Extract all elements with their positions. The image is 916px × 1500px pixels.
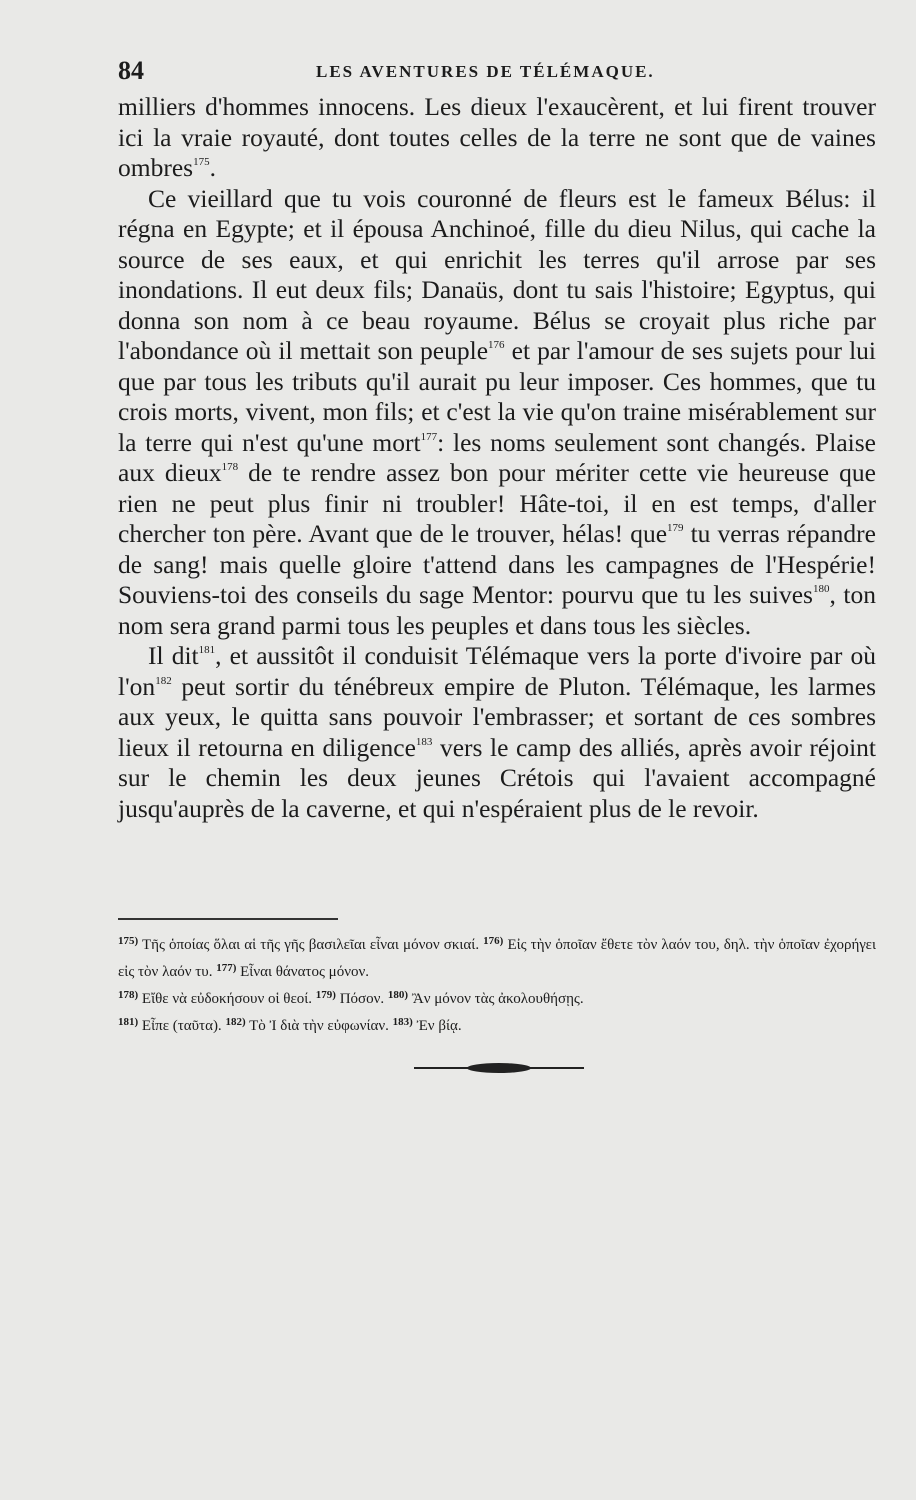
paragraph-1: milliers d'hommes innocens. Les dieux l'exaucèrent, et lui firent trouver ici la vraie royauté, dont toutes celles de la terre ne sont que de vaines ombres$^{175}$. [118,92,876,182]
footnote-text: Εἶναι θάνατος μόνον. [236,964,370,980]
footnotes [118,930,876,1038]
footnote-ref: 175 [193,156,210,168]
footnote-text: Τὸ Ἰ διὰ τὴν εὐφωνίαν. [245,1018,393,1034]
footnote-ref: 177 [420,430,438,443]
footnote-number: 177) [216,962,237,974]
footnote-line [118,930,876,984]
end-ornament [414,1060,584,1076]
footnote-line [118,984,876,1011]
paragraph-2: Ce vieillard que tu vois couronné de fleurs est le fameux Bélus: il régna en Egypte; et il épousa Anchinoé, fille du dieu Nilus, qui cache la source de ses eaux, et qui enrichit les terres qu'il arrose par ses inondations. Il eut deux fils; Danaüs, dont tu sais l'histoire; Egyptus, qui donna son nom à ce beau royaume. Bélus se croyait plus riche par l'abondance où il mettait son peuple$^{176}$ et par l'amour de ses sujets pour lui que par tous les tributs qu'il aurait pu leur imposer. Ces hommes, que tu crois morts, vivent, mon fils; et c'est la vie qu'on traine misérablement sur la terre qui n'est qu'une mort$^{177}$: les noms seulement sont changés. Plaise aux dieux$^{178}$ de te rendre assez bon pour mériter cette vie heureuse que rien ne peut plus finir ni troubler! Hâte-toi, il en est temps, d'aller chercher ton père. Avant que de le trouver, hélas! que$^{179}$ tu verras répandre de sang! mais quelle gloire t'attend dans les campagnes de l'Hespérie! Souviens-toi des conseils du sage Mentor: pourvu que tu les suives$^{180}$, ton nom sera grand parmi tous les peuples et dans tous les siècles. [118,183,877,640]
footnote-number: 181) [118,1016,139,1028]
footnote-number: 179) [315,989,336,1001]
footnote-text: Ἐν βίᾳ. [412,1018,462,1034]
footnote-text: Εἶπε (ταῦτα). [138,1018,226,1034]
footnote-number: 178) [118,989,139,1001]
footnote-ref: 183 [415,735,433,748]
footnote-text: Τῆς ὁποίας ὅλαι αἱ τῆς γῆς βασιλεῖαι εἶναι μόνον σκιαί. [138,937,484,953]
footnote-number: 182) [225,1016,246,1028]
footnote-ref: 180 [812,583,830,595]
footnote-ref: 176 [488,339,505,351]
footnote-number: 175) [118,935,139,947]
footnote-number: 180) [387,989,409,1001]
page-number: 84 [118,56,144,85]
footnote-text: Πόσον. [335,991,388,1007]
footnote-ref: 181 [198,644,216,656]
footnote-separator [118,918,338,920]
footnote-text: Εἴθε νὰ εὐδοκήσουν οἱ θεοί. [138,991,316,1007]
footnote-ref: 179 [667,522,684,534]
running-title: LES AVENTURES DE TÉLÉMAQUE. [316,62,655,81]
footnote-ref: 182 [155,674,172,687]
footnote-number: 183) [392,1016,413,1028]
ornament-center [467,1063,531,1073]
footnote-ref: 178 [221,461,239,473]
footnote-text: Ἂν μόνον τὰς ἀκολουθήσῃς. [408,991,584,1007]
footnote-number: 176) [483,935,504,947]
footnote-text: Εἰς τὴν ὁποῖαν ἔθετε τὸν λαόν του, δηλ. τὴν ὁποῖαν ἐχορήγει εἰς τὸν λαόν τυ. [118,937,876,980]
paragraph-3: Il dit$^{181}$, et aussitôt il conduisit Télémaque vers la porte d'ivoire par où $l'on^{182}$ peut sortir du ténébreux empire de Pluton. Télémaque, les larmes aux yeux, le quitta sans pouvoir l'embrasser; et sortant de ces sombres lieux il retourna en diligence$^{183}$ vers le camp des alliés, après avoir réjoint sur le chemin les deux jeunes Crétois qui l'avaient accompagné jusqu'auprès de la caverne, et qui n'espéraient plus de le revoir. [118,641,876,823]
footnote-line [118,1011,876,1038]
page-header [118,56,876,88]
main-text [118,92,876,824]
